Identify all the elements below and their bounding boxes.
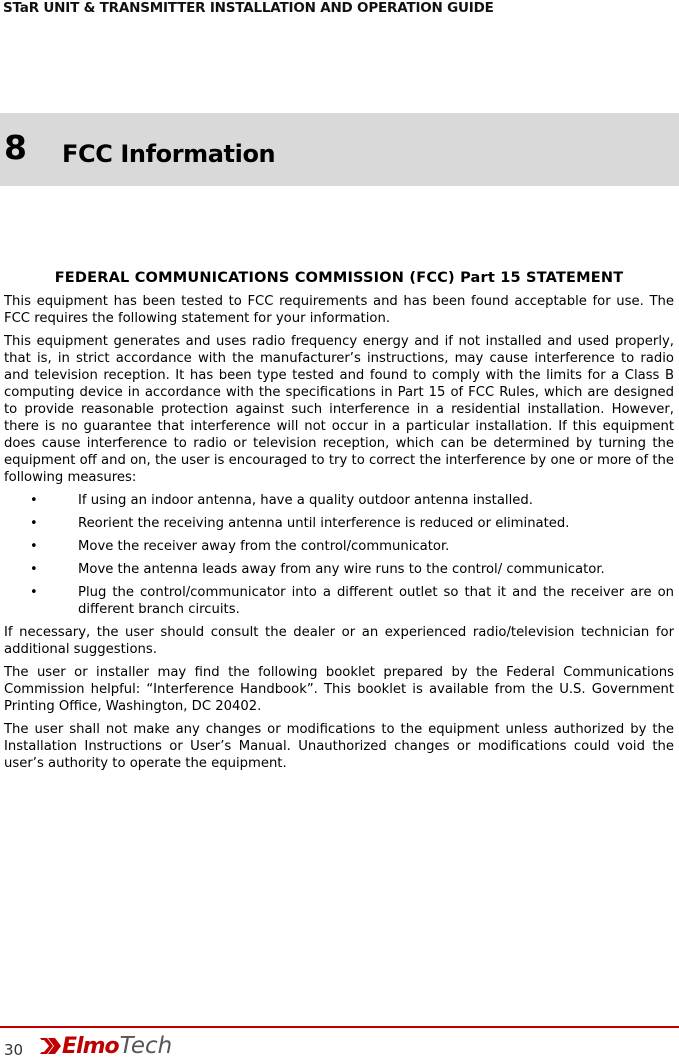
paragraph: The user or installer may find the following booklet prepared by the Federal Communications Commission helpful: “Interference Handbook”. This booklet is available from the U.S. Government Printing Office, Washington, DC 20402.	[4, 665, 674, 714]
fcc-statement	[4, 270, 674, 778]
paragraph: The user shall not make any changes or modifications to the equipment unless authorized by the Installation Instructions or User’s Manual. Unauthorized changes or modifications could void the user’s authority to operate the equipment.	[4, 722, 674, 771]
statement-heading: FEDERAL COMMUNICATIONS COMMISSION (FCC) Part 15 STATEMENT	[54, 270, 624, 286]
list-item-text: If using an indoor antenna, have a quality outdoor antenna installed.	[78, 493, 533, 508]
list-item-text: Move the antenna leads away from any wire runs to the control/ communicator.	[78, 562, 605, 577]
list-item	[4, 515, 674, 532]
paragraph: This equipment has been tested to FCC requirements and has been found acceptable for use. The FCC requires the following statement for your information.	[4, 294, 674, 326]
bullet-icon: •	[30, 493, 38, 508]
logo-mark-icon	[38, 1035, 64, 1057]
running-header: STaR UNIT & TRANSMITTER INSTALLATION AND OPERATION GUIDE	[3, 0, 494, 16]
paragraph: If necessary, the user should consult the dealer or an experienced radio/television technician for additional suggestions.	[4, 625, 674, 657]
chapter-number: 8	[4, 128, 27, 167]
list-item	[4, 584, 674, 618]
footer-rule	[0, 1026, 679, 1028]
list-item-text: Move the receiver away from the control/communicator.	[78, 539, 450, 554]
bullet-icon: •	[30, 539, 38, 554]
list-item	[4, 538, 674, 555]
measures-list	[4, 492, 674, 618]
electronics-line-elmotech-logo	[38, 1033, 172, 1059]
paragraph: This equipment generates and uses radio frequency energy and if not installed and used properly, that is, in strict accordance with the manufacturer’s instructions, may cause interference to radio and television reception. It has been type tested and found to comply with the limits for a Class B computing device in accordance with the specifications in Part 15 of FCC Rules, which are designed to provide reasonable protection against such interference in a residential installation. However, there is no guarantee that interference will not occur in a particular installation. If this equipment does cause interference to radio or television reception, which can be determined by turning the equipment off and on, the user is encouraged to try to correct the interference by one or more of the following measures:	[4, 334, 674, 485]
page-number: 30	[4, 1041, 24, 1059]
logo-elmo-text: Elmo	[62, 1033, 119, 1059]
list-item	[4, 492, 674, 509]
list-item-text: Plug the control/communicator into a different outlet so that it and the receiver are on different branch circuits.	[78, 585, 674, 617]
list-item-text: Reorient the receiving antenna until interference is reduced or eliminated.	[78, 516, 570, 531]
bullet-icon: •	[30, 585, 38, 600]
bullet-icon: •	[30, 562, 38, 577]
logo-tech-text: Tech	[119, 1033, 173, 1059]
chapter-title: FCC Information	[62, 140, 276, 168]
bullet-icon: •	[30, 516, 38, 531]
list-item	[4, 561, 674, 578]
